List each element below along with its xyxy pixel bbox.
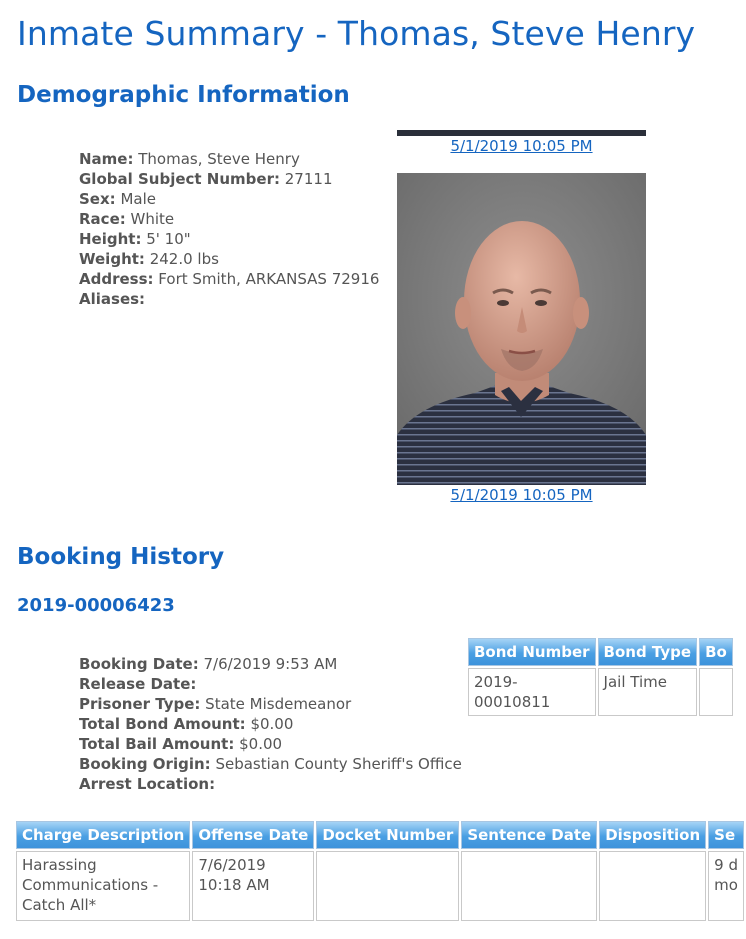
booking-number: 2019-00006423 xyxy=(17,595,175,616)
field-sex: Sex: Male xyxy=(79,190,156,208)
charge-cell-offense-date: 7/6/2019 10:18 AM xyxy=(192,851,314,921)
charge-header-description[interactable]: Charge Description xyxy=(16,821,190,849)
bond-cell-number: 2019-00010811 xyxy=(468,668,596,716)
field-release-date: Release Date: xyxy=(79,675,197,693)
photo-date-link-1[interactable]: 5/1/2019 10:05 PM xyxy=(450,137,593,155)
charge-header-sentence-date[interactable]: Sentence Date xyxy=(461,821,597,849)
field-global-subject-number: Global Subject Number: 27111 xyxy=(79,170,333,188)
charge-cell-sentence: 9 d mo xyxy=(708,851,744,921)
charge-header-sentence[interactable]: Se xyxy=(708,821,744,849)
bond-header-number[interactable]: Bond Number xyxy=(468,638,596,666)
table-row xyxy=(468,668,733,716)
field-booking-origin: Booking Origin: Sebastian County Sheriff's Office xyxy=(79,755,462,773)
bond-header-type[interactable]: Bond Type xyxy=(598,638,698,666)
demographics-heading: Demographic Information xyxy=(17,82,350,108)
charge-cell-description: Harassing Communications - Catch All* xyxy=(16,851,190,921)
mugshot-image xyxy=(397,173,646,485)
bond-cell-type: Jail Time xyxy=(598,668,698,716)
field-total-bail-amount: Total Bail Amount: $0.00 xyxy=(79,735,283,753)
mugshot-photo[interactable] xyxy=(397,173,646,485)
charge-header-offense-date[interactable]: Offense Date xyxy=(192,821,314,849)
table-row xyxy=(16,851,744,921)
bond-table xyxy=(466,636,735,718)
field-prisoner-type: Prisoner Type: State Misdemeanor xyxy=(79,695,352,713)
charge-cell-sentence-date xyxy=(461,851,597,921)
field-height: Height: 5' 10" xyxy=(79,230,191,248)
field-booking-date: Booking Date: 7/6/2019 9:53 AM xyxy=(79,655,338,673)
charge-cell-disposition xyxy=(599,851,706,921)
bond-header-more[interactable]: Bo xyxy=(699,638,733,666)
field-aliases: Aliases: xyxy=(79,290,146,308)
field-name: Name: Thomas, Steve Henry xyxy=(79,150,300,168)
charge-header-disposition[interactable]: Disposition xyxy=(599,821,706,849)
photo-date-link-2[interactable]: 5/1/2019 10:05 PM xyxy=(450,486,593,504)
booking-history-heading: Booking History xyxy=(17,544,225,570)
field-total-bond-amount: Total Bond Amount: $0.00 xyxy=(79,715,294,733)
bond-table-clip xyxy=(466,636,727,711)
field-race: Race: White xyxy=(79,210,175,228)
bond-cell-more xyxy=(699,668,733,716)
field-weight: Weight: 242.0 lbs xyxy=(79,250,219,268)
charge-header-docket-number[interactable]: Docket Number xyxy=(316,821,459,849)
photo-thumbnail-top[interactable] xyxy=(397,130,646,136)
field-address: Address: Fort Smith, ARKANSAS 72916 xyxy=(79,270,380,288)
charge-cell-docket-number xyxy=(316,851,459,921)
field-arrest-location: Arrest Location: xyxy=(79,775,216,793)
charge-table-clip xyxy=(14,819,738,927)
charge-table xyxy=(14,819,746,923)
page-title: Inmate Summary - Thomas, Steve Henry xyxy=(17,14,696,53)
